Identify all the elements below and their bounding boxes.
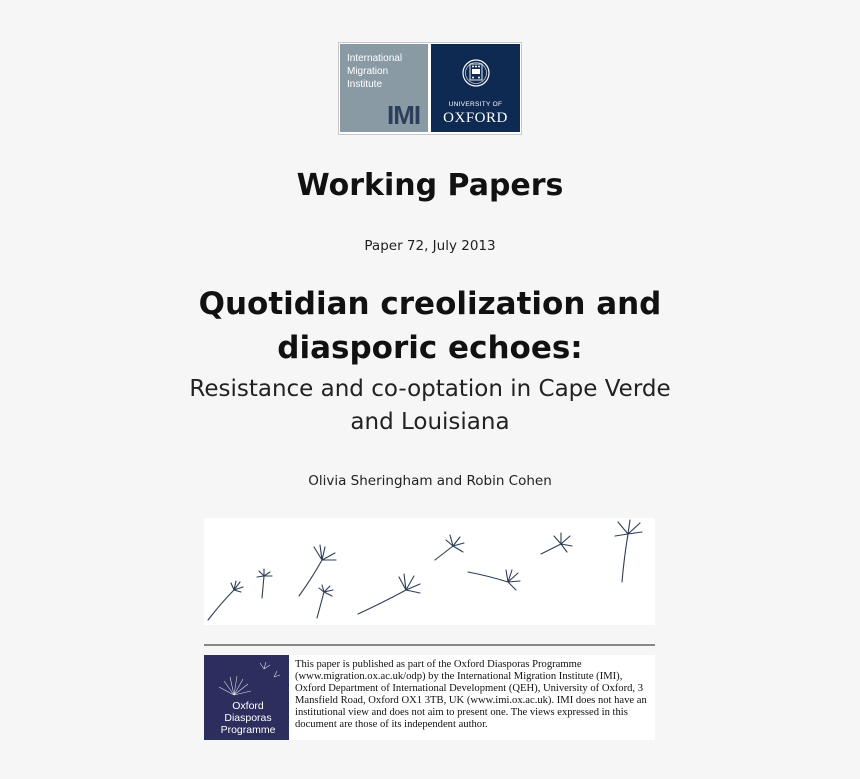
oxford-crest-icon: [461, 50, 491, 96]
publication-notice-text: This paper is published as part of the Oxford Diasporas Programme (www.migration.ox.ac.uk/odp) by the International Migration Institute (IMI), Oxford Department of International Development (QEH), University of Oxford, 3 Mansfield Road, Oxford OX1 3TB, UK (www.imi.ox.ac.uk). IMI does not have an institutional view and does not aim to present one. The views expressed in this document are those of its independent author.: [295, 659, 647, 730]
odp-logo-text: Oxford Diasporas Programme: [220, 700, 276, 736]
divider: [204, 644, 655, 646]
paper-subtitle: Resistance and co-optation in Cape Verde and Louisiana: [189, 376, 671, 435]
imi-logo-mark: IMI: [387, 100, 421, 130]
dandelion-icon: [204, 655, 289, 700]
imi-logo-text: International Migration Institute: [347, 53, 403, 90]
dandelion-seeds-banner: [204, 518, 655, 625]
series-title: Working Papers: [296, 168, 564, 203]
publication-notice: [289, 655, 655, 740]
oxford-logo-line2: OXFORD: [443, 110, 508, 126]
oxford-logo: [431, 44, 520, 132]
odp-logo: [204, 655, 289, 740]
logo-block: [338, 42, 522, 135]
imi-logo: [340, 44, 428, 132]
paper-title: Quotidian creolization and diasporic echoes:: [198, 286, 662, 366]
paper-number-date: Paper 72, July 2013: [364, 238, 496, 254]
oxford-logo-line1: UNIVERSITY OF: [448, 101, 503, 108]
paper-authors: Olivia Sheringham and Robin Cohen: [308, 473, 552, 489]
